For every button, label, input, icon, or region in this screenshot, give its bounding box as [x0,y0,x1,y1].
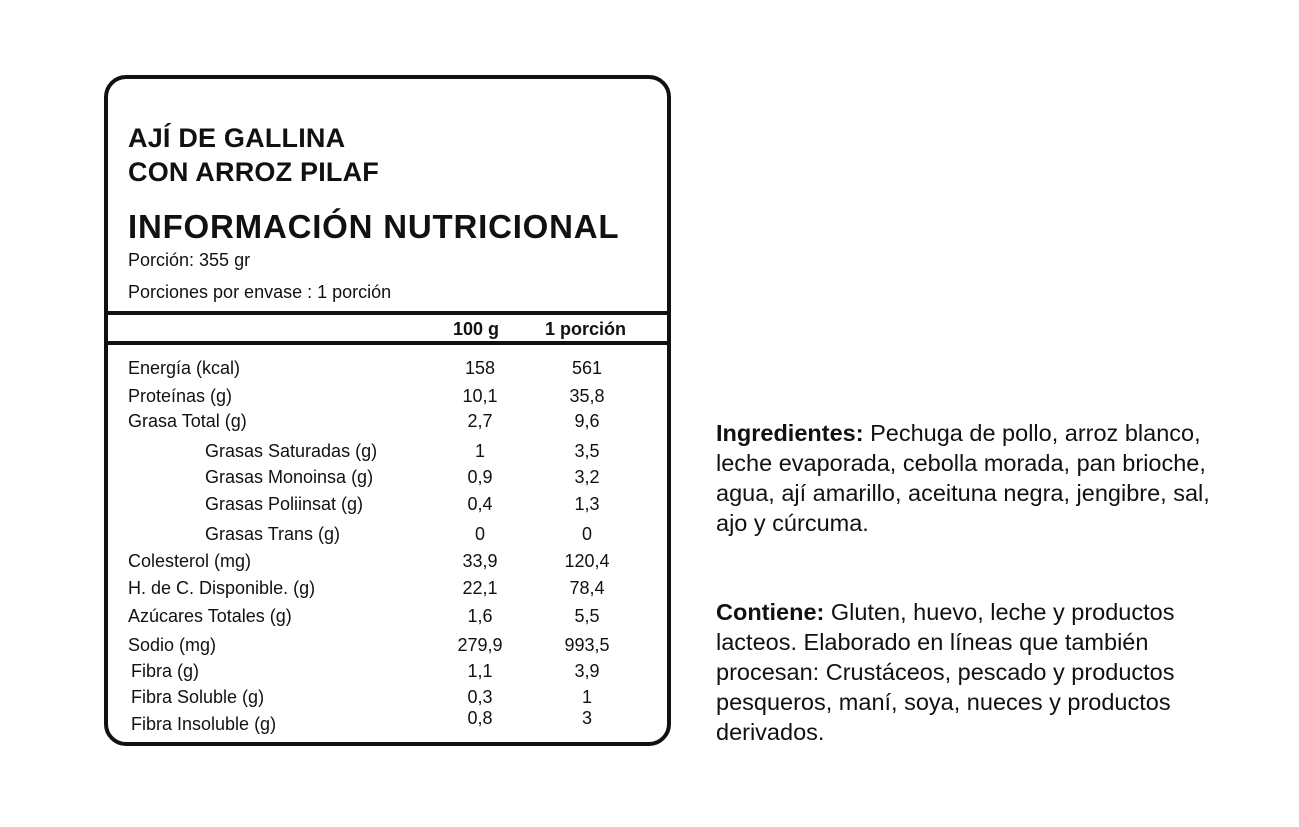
nutrient-value-100g: 0,9 [467,467,493,487]
nutrient-row-grasas-saturadas [108,439,667,463]
nutrition-label [104,75,671,746]
nutrient-value-portion: 120,4 [564,551,610,571]
nutrient-value-portion: 3,5 [574,441,600,461]
nutrient-row-azucares-totales [108,604,667,628]
table-top-rule [108,311,667,315]
allergens-label: Contiene: [716,599,825,625]
servings-per-pack: Porciones por envase : 1 porción [128,282,392,302]
ingredients-paragraph [716,418,1236,538]
nutrient-name: Sodio (mg) [128,635,217,655]
ingredients-label: Ingredientes: [716,420,864,446]
nutrient-value-portion: 1 [581,687,592,707]
nutrient-value-portion: 993,5 [564,635,610,655]
nutrient-row-hidratos-disponible [108,576,667,600]
nutrient-value-100g: 279,9 [457,635,503,655]
nutrient-value-100g: 22,1 [462,578,498,598]
nutrient-name: Grasas Saturadas (g) [205,441,378,461]
nutrient-value-portion: 3,9 [574,661,600,681]
column-header-portion: 1 porción [545,319,627,339]
nutrient-name: Fibra Insoluble (g) [131,714,277,734]
nutrient-value-100g: 1,6 [467,606,493,626]
nutrient-name: Grasas Monoinsa (g) [205,467,374,487]
nutrient-row-grasa-total [108,409,667,433]
product-name-line-1: AJÍ DE GALLINA [128,123,346,153]
nutrient-name: Grasas Poliinsat (g) [205,494,364,514]
nutrient-value-100g: 1,1 [467,661,493,681]
nutrient-value-portion: 5,5 [574,606,600,626]
nutrient-name: Fibra (g) [131,661,200,681]
nutrient-value-100g: 158 [464,358,496,378]
allergens-text: Gluten, huevo, leche y productos lacteos. Elaborado en líneas que también procesan: Crustáceos, pescado y productos pesqueros, maní, soya, nueces y productos derivados. [716,599,1175,745]
nutrient-value-100g: 0,4 [467,494,493,514]
nutrient-row-fibra-insoluble [108,708,667,736]
nutrient-value-100g: 2,7 [467,411,493,431]
nutrient-row-fibra [108,659,667,683]
nutrient-value-100g: 0,3 [467,687,493,707]
nutrient-name: Grasa Total (g) [128,411,247,431]
nutrient-row-sodio [108,633,667,657]
nutrient-value-100g: 1 [474,441,485,461]
nutrient-value-portion: 0 [581,524,592,544]
ingredients-text: Pechuga de pollo, arroz blanco, leche evaporada, cebolla morada, pan brioche, agua, ají amarillo, aceituna negra, jengibre, sal, ajo y cúrcuma. [716,420,1210,536]
nutrient-row-colesterol [108,549,667,573]
nutrient-name: Azúcares Totales (g) [128,606,292,626]
nutrient-value-portion: 1,3 [574,494,600,514]
nutrient-value-portion: 561 [571,358,603,378]
column-header-100g: 100 g [453,319,500,339]
nutrient-row-grasas-trans [108,522,667,546]
nutrient-value-100g: 33,9 [462,551,498,571]
nutrient-value-100g: 0,8 [467,708,493,728]
allergens-paragraph [716,597,1236,747]
nutrient-row-energia [108,356,667,380]
nutrition-info-title: INFORMACIÓN NUTRICIONAL [128,208,620,245]
nutrient-value-portion: 78,4 [569,578,605,598]
nutrient-value-portion: 3,2 [574,467,600,487]
nutrient-name: Grasas Trans (g) [205,524,341,544]
nutrient-row-grasas-monoinsa [108,465,667,489]
nutrient-name: Fibra Soluble (g) [131,687,265,707]
nutrient-value-portion: 3 [581,708,592,728]
serving-size: Porción: 355 gr [128,250,251,270]
nutrient-value-portion: 9,6 [574,411,600,431]
nutrient-value-100g: 0 [474,524,485,544]
product-name [128,121,379,189]
nutrient-value-portion: 35,8 [569,386,605,406]
nutrient-value-100g: 10,1 [462,386,498,406]
nutrient-row-proteinas [108,384,667,408]
product-name-line-2: CON ARROZ PILAF [128,157,379,187]
nutrient-name: Proteínas (g) [128,386,233,406]
table-header-rule [108,341,667,345]
nutrient-name: H. de C. Disponible. (g) [128,578,316,598]
nutrient-name: Energía (kcal) [128,358,241,378]
nutrient-row-grasas-poliinsat [108,492,667,516]
nutrient-name: Colesterol (mg) [128,551,252,571]
